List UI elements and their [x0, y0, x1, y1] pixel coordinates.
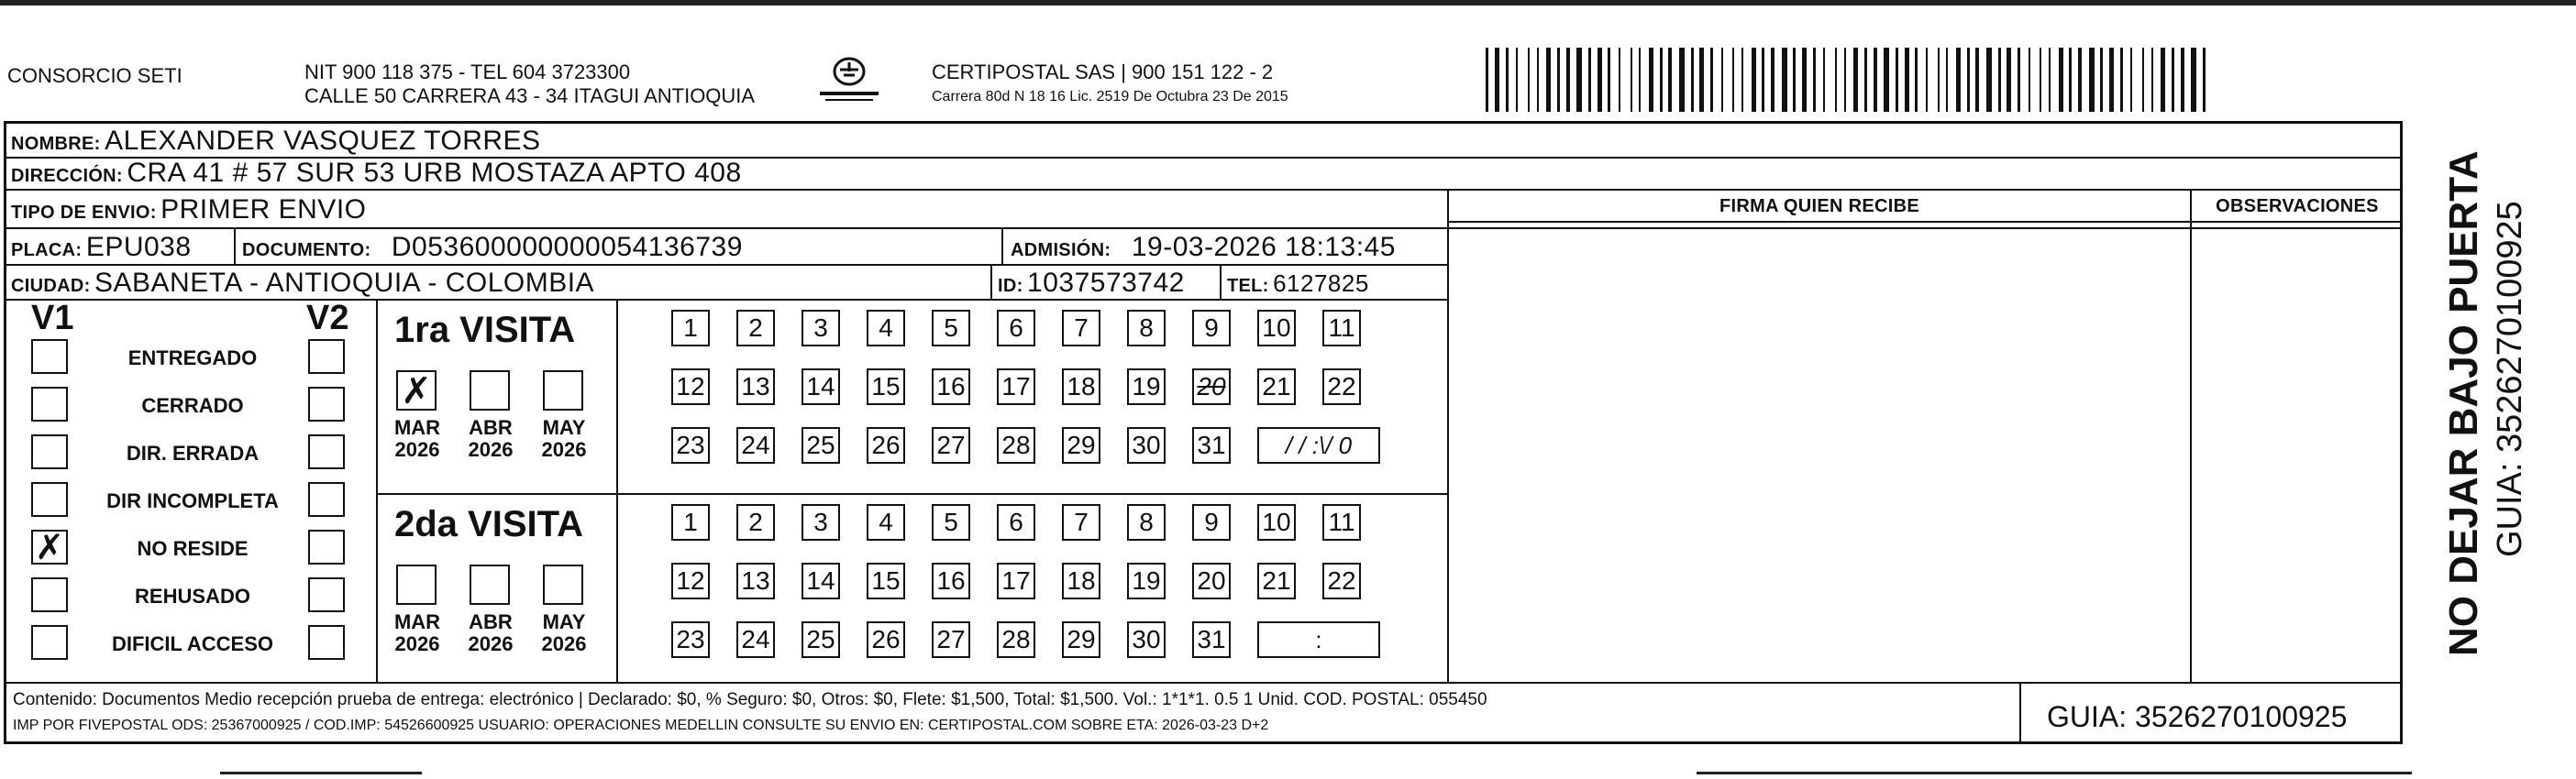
day-box[interactable]: 10 [1257, 504, 1296, 541]
carrier-license: Carrera 80d N 18 16 Lic. 2519 De Octubra 23 De 2015 [932, 89, 1288, 104]
reason-label: DIFICIL ACCESO [111, 632, 273, 655]
day-box[interactable]: 2 [736, 504, 775, 541]
ciudad-label: CIUDAD: [11, 276, 91, 296]
day-box[interactable]: 8 [1127, 310, 1166, 346]
documento-field [242, 232, 743, 268]
signature-area[interactable] [1451, 229, 2188, 680]
day-box[interactable]: 21 [1257, 563, 1296, 599]
nombre-row [11, 126, 541, 161]
v1-checkbox[interactable] [31, 625, 68, 660]
reason-label: ENTREGADO [127, 346, 258, 369]
certipostal-logo [816, 53, 882, 106]
day-box[interactable]: 11 [1322, 310, 1361, 346]
admision-value: 19-03-2026 18:13:45 [1131, 232, 1396, 262]
reason-label: NO RESIDE [137, 537, 249, 560]
day-box[interactable]: 31 [1192, 427, 1231, 464]
month-label: MAR [393, 610, 441, 633]
year-label: 2026 [541, 438, 587, 461]
documento-label: DOCUMENTO: [242, 240, 371, 260]
day-box[interactable]: 28 [997, 427, 1035, 464]
day-box[interactable]: 17 [997, 368, 1035, 405]
checkmark-icon: ✗ [401, 371, 432, 411]
month-checkbox[interactable] [543, 565, 583, 605]
direccion-value: CRA 41 # 57 SUR 53 URB MOSTAZA APTO 408 [127, 158, 742, 188]
day-box[interactable]: 11 [1322, 504, 1361, 541]
reason-label: REHUSADO [135, 585, 250, 608]
month-label: ABR [469, 416, 513, 439]
year-label: 2026 [394, 632, 440, 655]
admision-label: ADMISIÓN: [1011, 240, 1111, 260]
contenido-line: Contenido: Documentos Medio recepción prueba de entrega: electrónico | Declarado: $0, % Seguro: $0, Otros: $0, Flete: $1,500, Total: $1,500. Vol.: 1*1*1. 0.5 1 Unid. COD. POSTAL: 055450 [13, 690, 1487, 709]
placa-label: PLACA: [11, 240, 83, 260]
day-box[interactable]: 5 [932, 310, 970, 346]
year-label: 2026 [394, 438, 440, 461]
nombre-value: ALEXANDER VASQUEZ TORRES [105, 126, 541, 156]
v1-checkbox[interactable] [31, 577, 68, 612]
day-box[interactable]: 13 [736, 368, 775, 405]
month-label: MAY [542, 416, 586, 439]
year-label: 2026 [468, 438, 514, 461]
day-box[interactable]: 12 [671, 563, 710, 599]
month-checkbox[interactable] [543, 370, 583, 411]
day-box[interactable]: 17 [997, 563, 1035, 599]
v1-checkbox[interactable] [31, 482, 68, 517]
reason-label: DIR INCOMPLETA [106, 489, 279, 512]
bottom-edge-mark [1697, 772, 2412, 774]
nombre-label: NOMBRE: [11, 134, 101, 154]
v2-checkbox[interactable] [308, 339, 345, 374]
side-guia: GUIA: 3526270100925 [2491, 201, 2529, 557]
month-checkbox[interactable] [396, 370, 437, 411]
day-box[interactable]: 14 [802, 563, 840, 599]
month-checkbox[interactable] [470, 565, 510, 605]
no-dejar-notice: NO DEJAR BAJO PUERTA [2441, 150, 2486, 656]
day-box[interactable]: 3 [802, 504, 840, 541]
checkmark-icon: ✗ [35, 529, 64, 567]
barcode [1486, 48, 2219, 114]
day-box[interactable]: 19 [1127, 368, 1166, 405]
reason-label: CERRADO [141, 394, 244, 417]
v1-header: V1 [31, 299, 74, 337]
admision-field [1011, 232, 1396, 268]
day-box[interactable]: 25 [802, 427, 840, 464]
tipo-value: PRIMER ENVIO [160, 194, 367, 225]
sender-nit: NIT 900 118 375 - TEL 604 3723300 [304, 60, 631, 83]
v1-checkbox[interactable] [31, 434, 68, 469]
id-field [998, 268, 1185, 303]
second-visit-title: 2da VISITA [394, 504, 583, 544]
day-box[interactable]: 24 [736, 427, 775, 464]
day-box[interactable]: 8 [1127, 504, 1166, 541]
time-box[interactable]: / / :\/ 0 [1257, 427, 1380, 464]
year-label: 2026 [541, 632, 587, 655]
day-box[interactable]: 1 [671, 310, 710, 346]
imp-line: IMP POR FIVEPOSTAL ODS: 25367000925 / COD.IMP: 54526600925 USUARIO: OPERACIONES MEDELLIN CONSULTE SU ENVIO EN: CERTIPOSTAL.COM SOBRE ETA: 2026-03-23 D+2 [13, 718, 1269, 733]
direccion-row [11, 158, 742, 193]
day-box[interactable]: 6 [997, 310, 1035, 346]
sender-address: CALLE 50 CARRERA 43 - 34 ITAGUI ANTIOQUIA [304, 84, 756, 107]
year-label: 2026 [468, 632, 514, 655]
day-box[interactable]: 15 [867, 563, 905, 599]
day-box[interactable]: 14 [802, 368, 840, 405]
day-box[interactable]: 27 [932, 427, 970, 464]
day-box[interactable]: 28 [997, 621, 1035, 658]
month-label: ABR [469, 610, 513, 633]
day-box[interactable]: 7 [1062, 504, 1100, 541]
day-box[interactable]: 16 [932, 368, 970, 405]
day-box[interactable]: 18 [1062, 368, 1100, 405]
day-box[interactable]: 4 [867, 310, 905, 346]
day-box[interactable]: 31 [1192, 621, 1231, 658]
day-box[interactable]: 9 [1192, 310, 1231, 346]
v2-checkbox[interactable] [308, 530, 345, 565]
day-box[interactable]: 23 [671, 427, 710, 464]
placa-field [11, 232, 192, 268]
observations-area[interactable] [2194, 229, 2401, 680]
day-box[interactable]: 29 [1062, 621, 1100, 658]
day-box[interactable]: 21 [1257, 368, 1296, 405]
time-box[interactable]: : [1257, 621, 1380, 658]
tel-field [1227, 268, 1369, 303]
day-box[interactable]: 20 [1192, 368, 1231, 405]
top-edge-bar [0, 0, 2576, 5]
day-box[interactable]: 27 [932, 621, 970, 658]
sender-name: CONSORCIO SETI [7, 64, 182, 87]
carrier-info: CERTIPOSTAL SAS | 900 151 122 - 2 [932, 60, 1274, 83]
day-box[interactable]: 13 [736, 563, 775, 599]
day-box[interactable]: 22 [1322, 563, 1361, 599]
ciudad-field [11, 268, 594, 303]
day-box[interactable]: 1 [671, 504, 710, 541]
day-box[interactable]: 20 [1192, 563, 1231, 599]
id-label: ID: [998, 276, 1023, 296]
day-box[interactable]: 29 [1062, 427, 1100, 464]
day-box[interactable]: 26 [867, 621, 905, 658]
v2-checkbox[interactable] [308, 625, 345, 660]
day-box[interactable]: 12 [671, 368, 710, 405]
ciudad-value: SABANETA - ANTIOQUIA - COLOMBIA [94, 268, 595, 298]
day-box[interactable]: 30 [1127, 621, 1166, 658]
day-box[interactable]: 30 [1127, 427, 1166, 464]
day-box[interactable]: 6 [997, 504, 1035, 541]
tipo-label: TIPO DE ENVIO: [11, 203, 157, 223]
day-box[interactable]: 10 [1257, 310, 1296, 346]
day-box[interactable]: 3 [802, 310, 840, 346]
v2-checkbox[interactable] [308, 434, 345, 469]
day-box[interactable]: 18 [1062, 563, 1100, 599]
v1-checkbox[interactable] [31, 387, 68, 422]
tel-value: 6127825 [1273, 269, 1369, 297]
day-box[interactable]: 24 [736, 621, 775, 658]
footer-guia: GUIA: 3526270100925 [2047, 700, 2348, 733]
month-checkbox[interactable] [470, 370, 510, 411]
first-visit-title: 1ra VISITA [394, 310, 576, 350]
tipo-row [11, 194, 367, 230]
day-box[interactable]: 5 [932, 504, 970, 541]
v2-checkbox[interactable] [308, 577, 345, 612]
v2-checkbox[interactable] [308, 482, 345, 517]
day-box[interactable]: 4 [867, 504, 905, 541]
v1-checkbox[interactable] [31, 339, 68, 374]
day-box[interactable]: 9 [1192, 504, 1231, 541]
id-value: 1037573742 [1027, 268, 1185, 298]
month-checkbox[interactable] [396, 565, 437, 605]
month-label: MAY [542, 610, 586, 633]
tel-label: TEL: [1227, 276, 1269, 296]
day-box[interactable]: 25 [802, 621, 840, 658]
day-box[interactable]: 22 [1322, 368, 1361, 405]
day-box[interactable]: 23 [671, 621, 710, 658]
v2-checkbox[interactable] [308, 387, 345, 422]
v1-checkbox[interactable] [31, 530, 68, 565]
month-label: MAR [393, 416, 441, 439]
placa-value: EPU038 [85, 232, 192, 262]
observaciones-header: OBSERVACIONES [2216, 196, 2379, 216]
direccion-label: DIRECCIÓN: [11, 166, 123, 186]
day-box[interactable]: 26 [867, 427, 905, 464]
day-box[interactable]: 7 [1062, 310, 1100, 346]
v2-header: V2 [306, 299, 349, 337]
firma-header: FIRMA QUIEN RECIBE [1719, 196, 1919, 216]
day-box[interactable]: 16 [932, 563, 970, 599]
day-box[interactable]: 2 [736, 310, 775, 346]
day-box[interactable]: 19 [1127, 563, 1166, 599]
documento-value: D053600000000054136739 [391, 232, 743, 262]
reason-label: DIR. ERRADA [126, 442, 260, 465]
bottom-edge-mark [220, 772, 422, 774]
day-box[interactable]: 15 [867, 368, 905, 405]
